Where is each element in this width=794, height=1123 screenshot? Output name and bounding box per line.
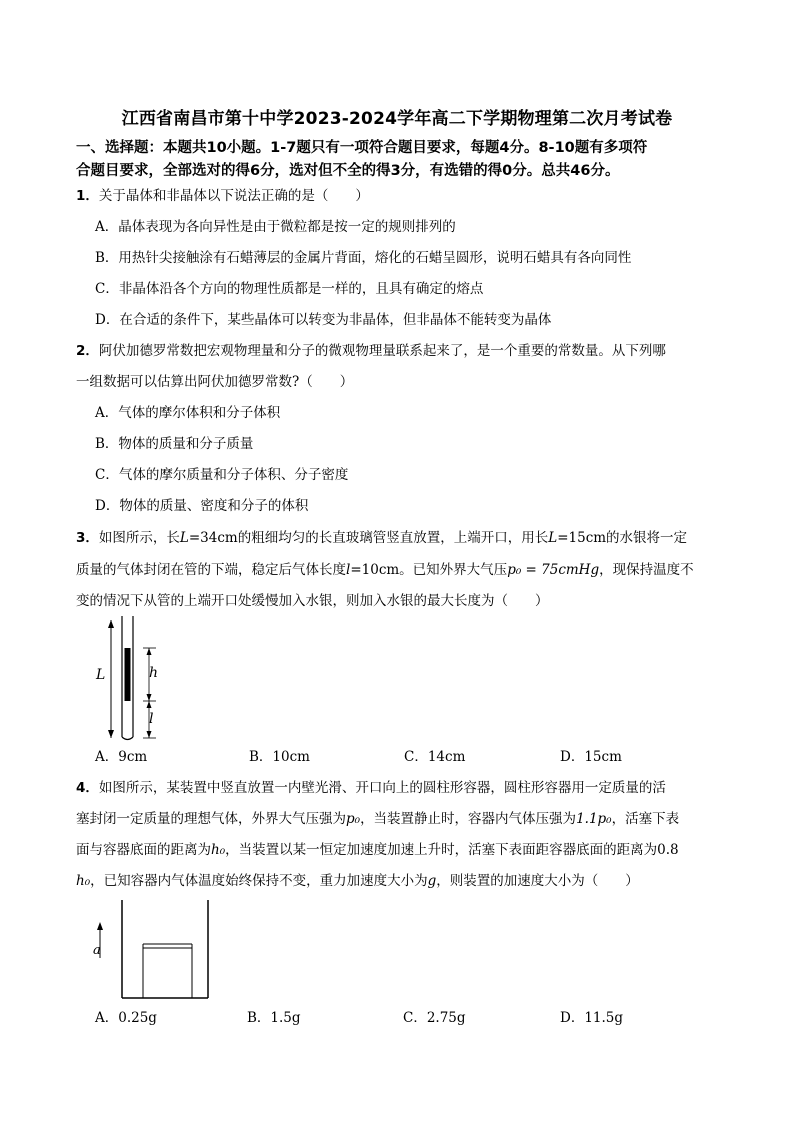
q4-text-2a: 塞封闭一定质量的理想气体，外界大气压强为 bbox=[76, 811, 346, 827]
section-instructions bbox=[76, 137, 724, 183]
q3-stem-line-1 bbox=[76, 529, 687, 547]
q4-fig-label-a: a bbox=[93, 943, 101, 958]
q4-option-d: D．11.5g bbox=[560, 1010, 624, 1026]
q4-number: 4． bbox=[76, 780, 99, 796]
exam-title: 江西省南昌市第十中学2023-2024学年高二下学期物理第二次月考试卷 bbox=[121, 109, 673, 129]
q3-text-1a: 如图所示，长 bbox=[98, 530, 180, 546]
q4-symbol-h0: h₀ bbox=[211, 842, 226, 858]
section-line-1: 一、选择题：本题共10小题。1-7题只有一项符合题目要求，每题4分。8-10题有多项符 bbox=[76, 140, 648, 156]
q3-symbol-L2: L bbox=[548, 530, 558, 546]
q4-option-c: C．2.75g bbox=[403, 1010, 466, 1026]
q2-stem-line-2: 一组数据可以估算出阿伏加德罗常数?（ ） bbox=[76, 374, 354, 390]
q3-text-2a: 质量的气体封闭在管的下端，稳定后气体长度 bbox=[76, 562, 346, 578]
q4-text-4b: ，已知容器内气体温度始终保持不变，重力加速度大小为 bbox=[90, 873, 428, 889]
q3-text-1c: =15cm的水银将一定 bbox=[557, 530, 688, 546]
q3-fig-label-h: h bbox=[149, 665, 159, 681]
q3-text-2b: =10cm。已知外界大气压 bbox=[350, 562, 508, 578]
q4-text-2b: ，当装置静止时，容器内气体压强为 bbox=[360, 811, 577, 827]
q4-option-a: A．0.25g bbox=[95, 1010, 157, 1026]
q3-h-arrow-bottom bbox=[147, 694, 152, 701]
q3-tube-figure bbox=[90, 612, 170, 746]
q4-symbol-p0: p₀ bbox=[346, 811, 361, 827]
q1-text: 关于晶体和非晶体以下说法正确的是（ ） bbox=[98, 188, 369, 204]
q4-text-3b: ，当装置以某一恒定加速度加速上升时，活塞下表面距容器底面的距离为0.8 bbox=[225, 842, 679, 858]
q3-L-arrow-top bbox=[108, 620, 114, 628]
q3-l-arrow-bottom bbox=[147, 731, 152, 738]
q4-symbol-h0-2: h₀ bbox=[76, 873, 91, 889]
q3-mercury-column bbox=[125, 648, 131, 701]
q2-option-c: C．气体的摩尔质量和分子体积、分子密度 bbox=[95, 467, 349, 483]
q4-stem-line-3 bbox=[76, 841, 679, 859]
q2-option-b: B．物体的质量和分子质量 bbox=[95, 436, 254, 452]
q2-number: 2． bbox=[76, 343, 99, 359]
q2-stem-line-1 bbox=[76, 342, 666, 360]
q4-text-2c: ，活塞下表 bbox=[611, 811, 680, 827]
q4-text-3a: 面与容器底面的距离为 bbox=[76, 842, 211, 858]
q3-L-arrow-bottom bbox=[108, 730, 114, 738]
q3-option-d: D．15cm bbox=[560, 749, 622, 765]
q2-option-a: A．气体的摩尔体积和分子体积 bbox=[95, 405, 281, 421]
q3-option-b: B．10cm bbox=[249, 749, 310, 765]
q4-stem-line-2 bbox=[76, 810, 679, 828]
q4-container-figure bbox=[88, 896, 218, 1002]
q4-symbol-g: g bbox=[427, 873, 437, 889]
q3-h-arrow-top bbox=[147, 648, 152, 655]
q1-option-a: A．晶体表现为各向异性是由于微粒都是按一定的规则排列的 bbox=[95, 219, 456, 235]
q4-stem-line-1 bbox=[76, 779, 666, 797]
q3-stem-line-3: 变的情况下从管的上端开口处缓慢加入水银，则加入水银的最大长度为（ ） bbox=[76, 593, 549, 609]
q3-l-arrow-top bbox=[147, 701, 152, 708]
q1-option-d: D．在合适的条件下，某些晶体可以转变为非晶体，但非晶体不能转变为晶体 bbox=[95, 312, 552, 328]
q3-number: 3． bbox=[76, 530, 99, 546]
q1-option-b: B．用热针尖接触涂有石蜡薄层的金属片背面，熔化的石蜡呈圆形，说明石蜡具有各向同性 bbox=[95, 250, 632, 266]
q3-tube-bottom bbox=[122, 737, 133, 740]
q3-text-1b: =34cm的粗细均匀的长直玻璃管竖直放置，上端开口，用长 bbox=[188, 530, 549, 546]
q4-pressure-expression: 1.1p₀ bbox=[576, 811, 612, 827]
q1-stem bbox=[76, 187, 369, 205]
q3-fig-label-L: L bbox=[96, 667, 106, 683]
q2-option-d: D．物体的质量、密度和分子的体积 bbox=[95, 498, 309, 514]
q1-number: 1． bbox=[76, 188, 99, 204]
q1-option-c: C．非晶体沿各个方向的物理性质都是一样的，且具有确定的熔点 bbox=[95, 281, 484, 297]
q4-text-4c: ，则装置的加速度大小为（ ） bbox=[436, 873, 639, 889]
q4-option-b: B．1.5g bbox=[247, 1010, 301, 1026]
q4-text-1: 如图所示，某装置中竖直放置一内壁光滑、开口向上的圆柱形容器，圆柱形容器用一定质量的活 bbox=[98, 780, 666, 796]
q3-option-c: C．14cm bbox=[404, 749, 466, 765]
q3-text-2c: ，现保持温度不 bbox=[599, 562, 694, 578]
section-line-2: 合题目要求，全部选对的得6分，选对但不全的得3分，有选错的得0分。总共46分。 bbox=[76, 163, 620, 179]
q3-fig-label-l: l bbox=[149, 711, 154, 727]
q3-symbol-L: L bbox=[179, 530, 189, 546]
q4-stem-line-4 bbox=[76, 872, 639, 890]
q3-symbol-l: l bbox=[346, 562, 351, 578]
q3-p0-expression: p₀ = 75cmHg bbox=[507, 562, 600, 578]
q4-acceleration-arrowhead bbox=[97, 922, 103, 930]
q3-option-a: A．9cm bbox=[95, 749, 148, 765]
q2-text-1: 阿伏加德罗常数把宏观物理量和分子的微观物理量联系起来了，是一个重要的常数量。从下列哪 bbox=[98, 343, 666, 359]
q3-stem-line-2 bbox=[76, 561, 694, 579]
